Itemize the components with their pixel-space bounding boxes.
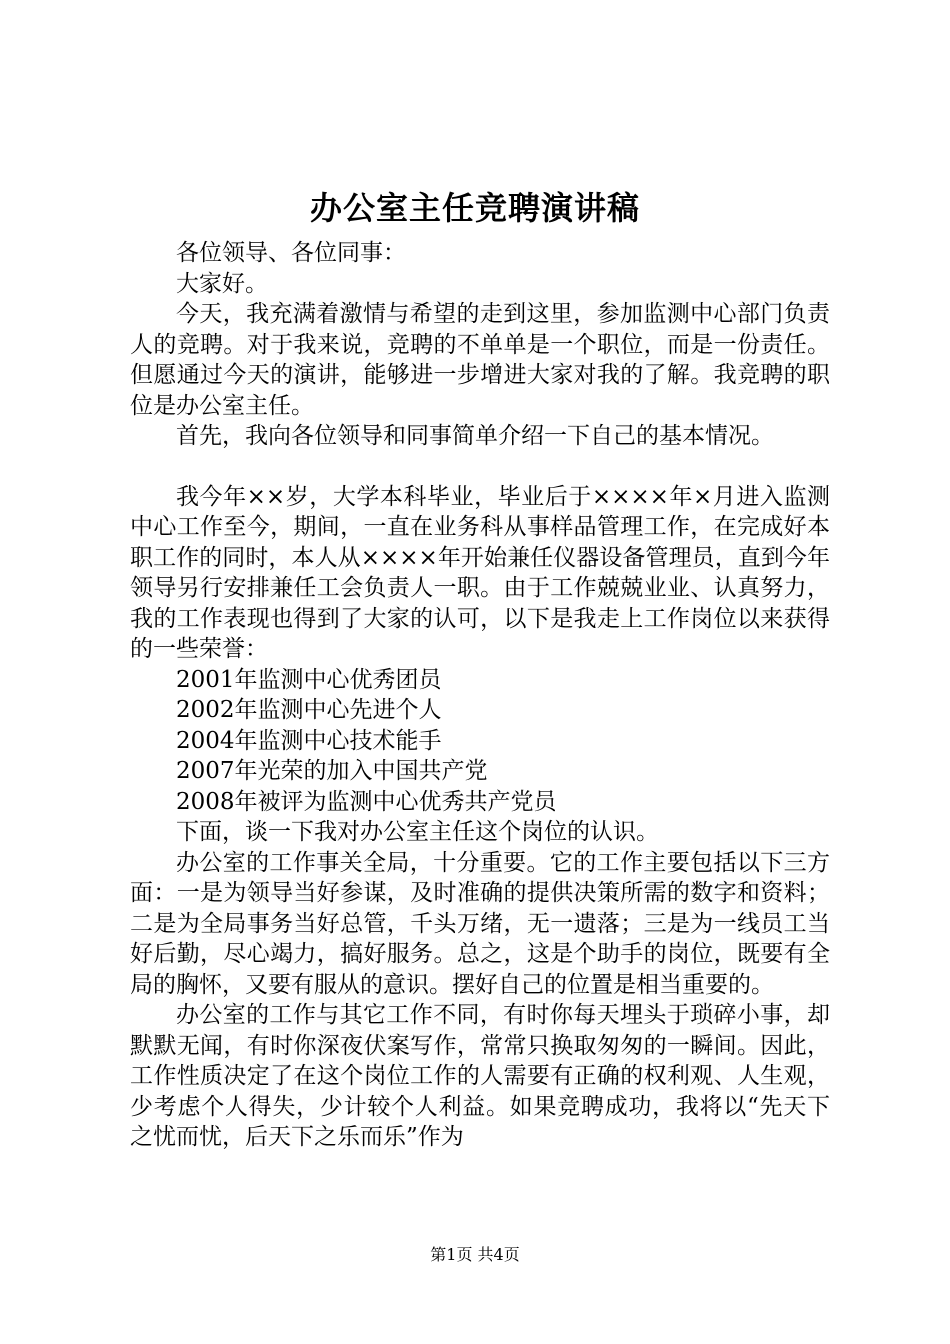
paragraph-basic-info-lead: 首先，我向各位领导和同事简单介绍一下自己的基本情况。 [176,423,774,449]
paragraph-salutation: 各位领导、各位同事： [176,240,406,266]
honor-item: 2008年被评为监测中心优秀共产党员 [176,788,557,815]
paragraph-role-lead: 下面，谈一下我对办公室主任这个岗位的认识。 [176,819,659,845]
paragraph-role-importance: 办公室的工作事关全局，十分重要。它的工作主要包括以下三方面：一是为领导当好参谋，及时准确的提供决策所需的数字和资料；二是为全局事务当好总管，千头万绪，无一遗落；三是为一线员工当好后勤，尽心竭力，搞好服务。总之，这是个助手的岗位，既要有全局的胸怀，又要有服从的意识。摆好自己的位置是相当重要的。 [130,849,830,998]
honor-item: 2002年监测中心先进个人 [176,697,442,723]
page-footer: 第1页 共4页 [430,1245,520,1264]
paragraph-background: 我今年××岁，大学本科毕业，毕业后于××××年×月进入监测中心工作至今，期间，一直在业务科从事样品管理工作，在完成好本职工作的同时，本人从××××年开始兼任仪器设备管理员，直到今年领导另行安排兼任工会负责人一职。由于工作兢兢业业、认真努力，我的工作表现也得到了大家的认可，以下是我走上工作岗位以来获得的一些荣誉： [130,483,830,662]
honor-item: 2007年光荣的加入中国共产党 [176,758,488,784]
paragraph-intro: 今天，我充满着激情与希望的走到这里，参加监测中心部门负责人的竞聘。对于我来说，竞聘的不单单是一个职位，而是一份责任。但愿通过今天的演讲，能够进一步增进大家对我的了解。我竞聘的职位是办公室主任。 [130,301,830,419]
honor-item: 2001年监测中心优秀团员 [176,666,442,693]
paragraph-greeting: 大家好。 [176,270,268,297]
document-title: 办公室主任竞聘演讲稿 [309,189,640,227]
paragraph-role-nature: 办公室的工作与其它工作不同，有时你每天埋头于琐碎小事，却默默无闻，有时你深夜伏案写作，常常只换取匆匆的一瞬间。因此，工作性质决定了在这个岗位工作的人需要有正确的权利观、人生观，少考虑个人得失，少计较个人利益。如果竞聘成功，我将以“先天下之忧而忧，后天下之乐而乐”作为 [130,1002,830,1150]
honor-item: 2004年监测中心技术能手 [176,727,442,754]
document-body [130,238,830,1153]
